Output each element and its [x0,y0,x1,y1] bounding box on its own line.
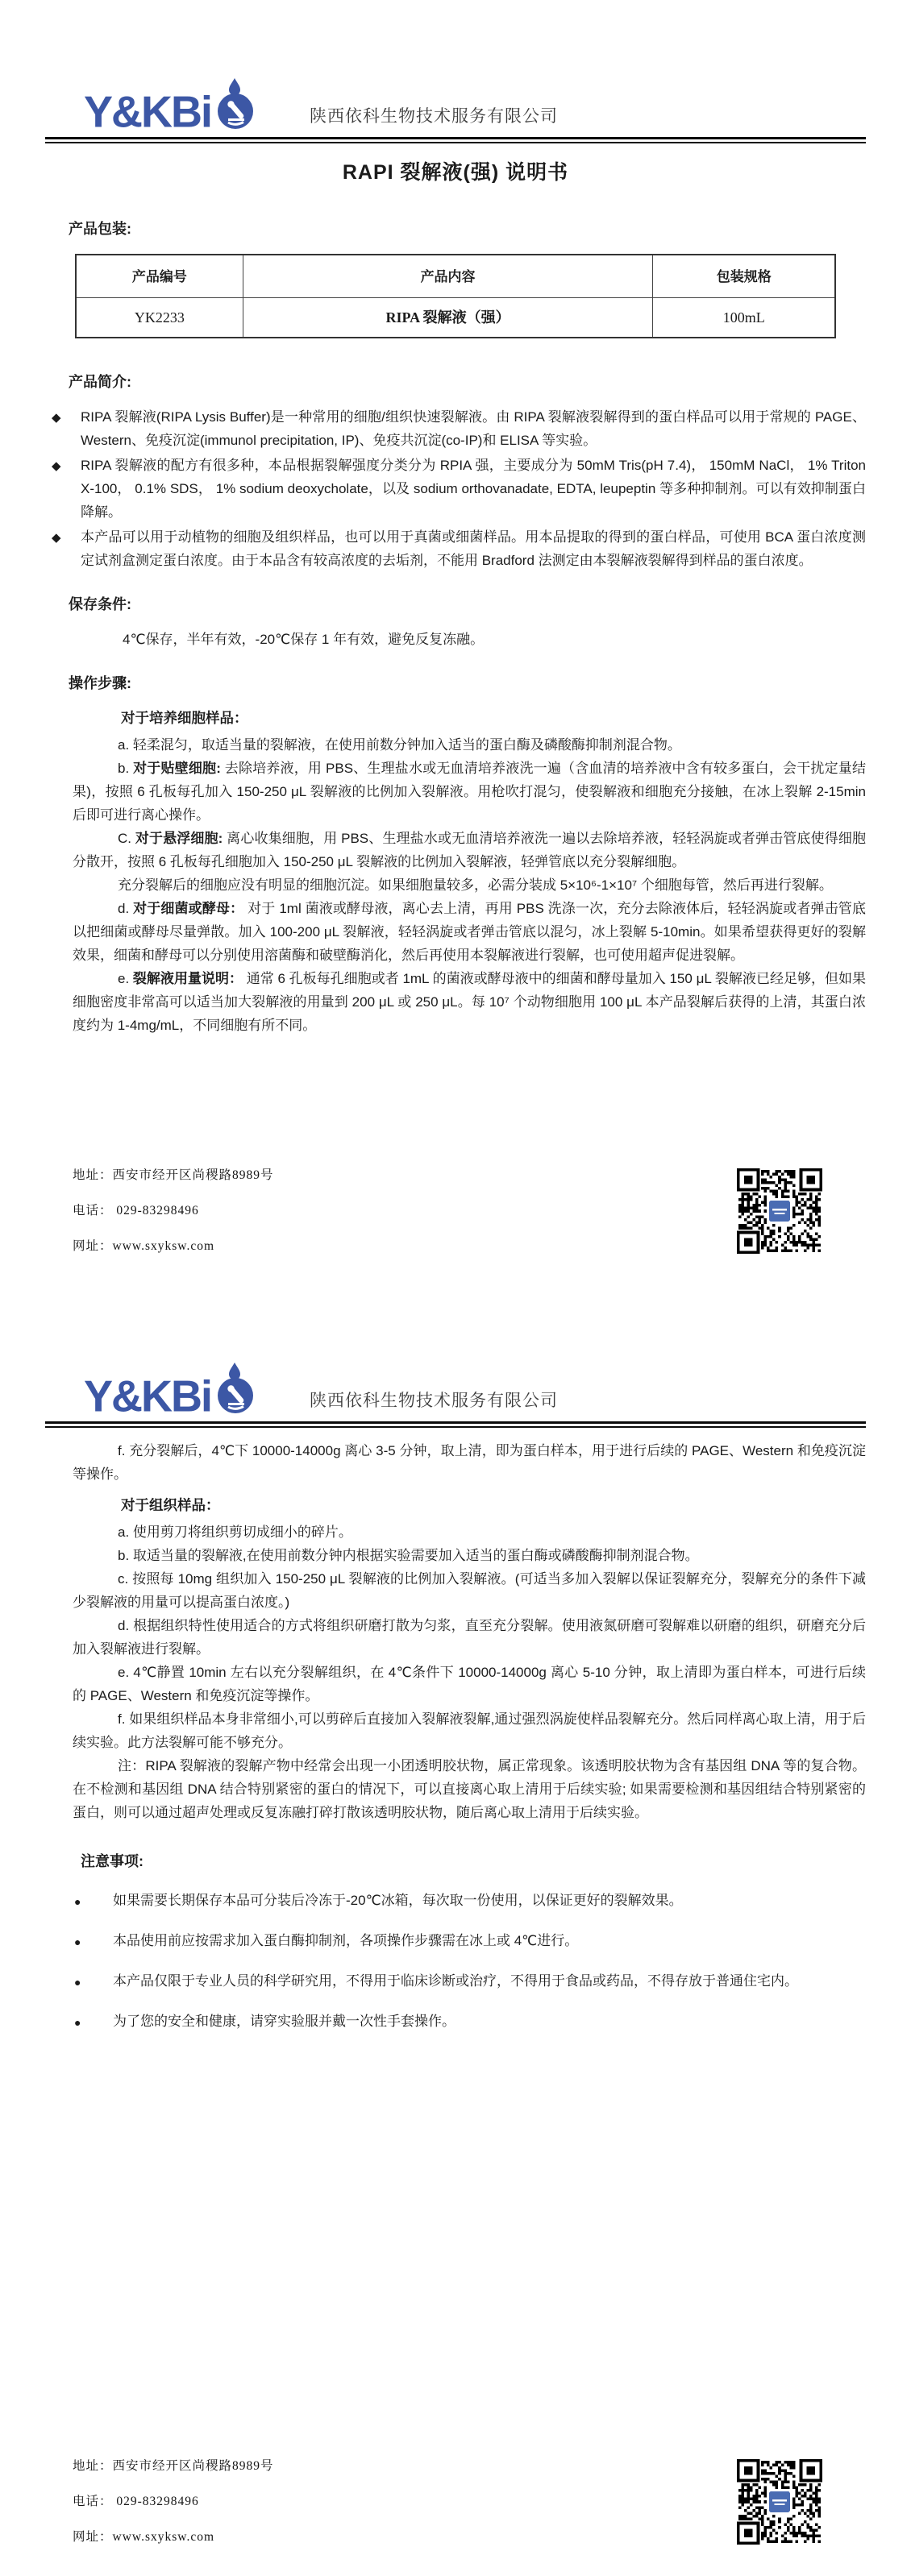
table-row [76,298,835,338]
company-name: 陕西依科生物技术服务有限公司 [310,106,559,126]
product-table [75,254,836,338]
step-text: 如果组织样品本身非常细小,可以剪碎后直接加入裂解液裂解,通过强烈涡旋使样品裂解充分。然后同样离心取上清，用于后续实验。此方法裂解可能不够充分。 [73,1711,866,1750]
microscope-icon [213,1362,258,1418]
step-paragraph-c [73,827,866,873]
logo-text: Y&KBi [84,87,212,137]
notice-item-text: 为了您的安全和健康，请穿实验服并戴一次性手套操作。 [113,2014,456,2029]
table-header-row [76,255,835,298]
step-label: b. [118,761,134,776]
step-label: e. [118,971,133,986]
notice-item [74,2010,866,2035]
page-title: RAPI 裂解液(强) 说明书 [342,161,569,184]
page-footer [73,1165,866,1271]
step-text: 充分裂解后，4℃下 10000-14000g 离心 3-5 分钟，取上清，即为蛋白样本，用于进行后续的 PAGE、Western 和免疫沉淀等操作。 [73,1443,866,1482]
dot-bullet-icon: ● [74,1935,81,1948]
step-text: 离心收集细胞，用 PBS、生理盐水或无血清培养液洗一遍以去除培养液，轻轻涡旋或者弹击管底使得细胞分散开，按照 6 孔板每孔细胞加入 150-250 μL 裂解液的比例加入裂解液，轻弹管底以充分裂解细胞。 [73,831,866,869]
step-paragraph-d [73,897,866,967]
notice-item-text: 本品使用前应按需求加入蛋白酶抑制剂，各项操作步骤需在冰上或 4℃进行。 [113,1933,579,1948]
intro-bullet [52,405,866,452]
storage-heading: 保存条件: [69,596,131,612]
step-bold-lead: 对于悬浮细胞: [135,831,223,846]
step-text: 4℃静置 10min 左右以充分裂解组织，在 4℃条件下 10000-14000g 离心 5-10 分钟，取上清即为蛋白样本，可进行后续的 PAGE、Western 和免疫沉淀等操作。 [73,1665,866,1703]
step-text: 取适当量的裂解液,在使用前数分钟内根据实验需要加入适当的蛋白酶或磷酸酶抑制剂混合物。 [132,1548,699,1563]
cultured-cells-subheading: 对于培养细胞样品： [121,710,248,726]
tissue-step-f [73,1707,866,1754]
notice-item [74,1969,866,1994]
tissue-step-c [73,1567,866,1614]
footer-phone: 电话： 029-83298496 [73,1204,199,1217]
step-text: 按照每 10mg 组织加入 150-250 μL 裂解液的比例加入裂解液。(可适当多加入裂解以保证裂解充分，裂解充分的条件下减少裂解液的用量可以提高蛋白浓度。) [73,1571,866,1610]
procedure-heading: 操作步骤: [69,675,131,691]
step-bold-lead: 对于细菌或酵母： [133,901,244,916]
diamond-bullet-icon: ◆ [52,411,61,425]
company-name: 陕西依科生物技术服务有限公司 [310,1391,559,1410]
dot-bullet-icon: ● [74,1976,81,1989]
page-header [45,0,866,135]
intro-bullet-text: RIPA 裂解液(RIPA Lysis Buffer)是一种常用的细胞/组织快速裂解液。由 RIPA 裂解液裂解得到的蛋白样品可以用于常规的 PAGE、Western、免疫沉淀(immunol precipitation, IP)、免疫共沉淀(co-IP)和 ELISA 等实验。 [81,409,866,448]
notice-heading: 注意事项: [81,1853,144,1869]
notice-item [74,1929,866,1954]
table-header-code: 产品编号 [76,255,243,298]
step-label: d. [118,1618,134,1633]
product-content-cell: RIPA 裂解液（强） [243,298,653,338]
step-paragraph-e [73,967,866,1037]
company-logo [84,1362,258,1421]
diamond-bullet-icon: ◆ [52,459,61,473]
cells-note-paragraph: 充分裂解后的细胞应没有明显的细胞沉淀。如果细胞量较多，必需分装成 5×10⁶-1×10⁷ 个细胞每管，然后再进行裂解。 [118,877,833,893]
intro-bullet [52,454,866,524]
table-header-spec: 包装规格 [653,255,835,298]
storage-text: 4℃保存，半年有效，-20℃保存 1 年有效，避免反复冻融。 [123,632,485,647]
tissue-subheading: 对于组织样品： [121,1497,220,1513]
logo-text: Y&KBi [84,1371,212,1421]
company-logo [84,77,258,137]
footer-phone: 电话： 029-83298496 [73,2495,199,2508]
microscope-icon [213,77,258,134]
step-label: b. [118,1548,133,1563]
qr-code [737,1168,822,1254]
step-text: 轻柔混匀，取适当量的裂解液，在使用前数分钟加入适当的蛋白酶及磷酸酶抑制剂混合物。 [132,737,681,753]
qr-code [737,2459,822,2545]
tissue-note-paragraph: 注：RIPA 裂解液的裂解产物中经常会出现一小团透明胶状物，属正常现象。该透明胶状物为含有基因组 DNA 等的复合物。在不检测和基因组 DNA 结合特别紧密的蛋白的情况下，可以直接离心取上清用于后续实验; 如果需要检测和基因组结合特别紧密的蛋白，则可以通过超声处理或反复冻融打碎打散该透明胶状物，随后离心取上清用于后续实验。 [73,1758,866,1820]
footer-address: 地址：西安市经开区尚稷路8989号 [73,2459,274,2473]
page-header [45,1339,866,1420]
tissue-step-b [73,1544,866,1567]
step-label: d. [118,901,134,916]
notice-item-text: 本产品仅限于专业人员的科学研究用，不得用于临床诊断或治疗，不得用于食品或药品，不得存放于普通住宅内。 [113,1973,798,1989]
step-label: c. [118,1571,133,1587]
step-bold-lead: 裂解液用量说明： [132,971,243,986]
step-label: f. [118,1443,130,1458]
intro-heading: 产品简介: [69,374,131,390]
droplet-icon [229,1363,240,1380]
step-text: 使用剪刀将组织剪切成细小的碎片。 [132,1524,352,1540]
step-label: f. [118,1711,130,1727]
step-text: 根据组织特性使用适合的方式将组织研磨打散为匀浆，直至充分裂解。使用液氮研磨可裂解难以研磨的组织，研磨充分后加入裂解液进行裂解。 [73,1618,867,1657]
step-label: a. [118,1524,133,1540]
intro-bullet-text: 本产品可以用于动植物的细胞及组织样品，也可以用于真菌或细菌样品。用本品提取的得到的蛋白样品，可使用 BCA 蛋白浓度测定试剂盒测定蛋白浓度。由于本品含有较高浓度的去垢剂，不能用 Bradford 法测定由本裂解液裂解得到样品的蛋白浓度。 [81,529,866,568]
footer-website: 网址：www.sxyksw.com [73,2530,215,2544]
product-spec-cell: 100mL [653,298,835,338]
notice-item [74,1889,866,1914]
step-text: 去除培养液，用 PBS、生理盐水或无血清培养液洗一遍（含血清的培养液中含有较多蛋白，会干扰定量结果)，按照 6 孔板每孔加入 150-250 μL 裂解液的比例加入裂解液。用枪吹打混匀，使裂解液和细胞充分接触，在冰上裂解 2-15min 后即可进行离心操作。 [73,761,866,823]
tissue-step-e [73,1661,866,1707]
tissue-step-d [73,1614,866,1661]
header-divider [45,137,866,143]
header-divider [45,1421,866,1428]
intro-bullet-text: RIPA 裂解液的配方有很多种，本品根据裂解强度分类分为 RPIA 强，主要成分为 50mM Tris(pH 7.4)， 150mM NaCl， 1% Triton X-100， 0.1% SDS， 1% sodium deoxycholate，以及 sodium orthovanadate, EDTA, leupeptin 等多种抑制剂。可以有效抑制蛋白降解。 [81,458,866,520]
footer-address: 地址：西安市经开区尚稷路8989号 [73,1168,274,1182]
step-paragraph-f [73,1439,866,1486]
diamond-bullet-icon: ◆ [52,531,61,545]
page-footer [73,2456,866,2562]
notice-item-text: 如果需要长期保存本品可分装后冷冻于-20℃冰箱，每次取一份使用，以保证更好的裂解效果。 [113,1893,683,1908]
step-label: e. [118,1665,134,1680]
droplet-icon [229,78,240,96]
footer-website: 网址：www.sxyksw.com [73,1239,215,1253]
page-2 [0,1339,911,2050]
tissue-step-a [73,1520,866,1544]
packaging-heading: 产品包装: [69,221,131,237]
step-label: C. [118,831,135,846]
step-paragraph-b [73,757,866,827]
dot-bullet-icon: ● [74,2016,81,2029]
step-text: 通常 6 孔板每孔细胞或者 1mL 的菌液或酵母液中的细菌和酵母量加入 150 μL 裂解液已经足够，但如果细胞密度非常高可以适当加大裂解液的用量到 200 μL 或 250 μL。每 10⁷ 个动物细胞用 100 μL 本产品裂解后获得的上清，其蛋白浓度约为 1-4mg/mL，不同细胞有所不同。 [73,971,866,1033]
step-label: a. [118,737,133,753]
table-header-content: 产品内容 [243,255,653,298]
step-bold-lead: 对于贴壁细胞: [133,761,221,776]
step-paragraph-a [73,733,866,757]
page-1 [0,0,911,1037]
dot-bullet-icon: ● [74,1895,81,1908]
step-text: 对于 1ml 菌液或酵母液，离心去上清，再用 PBS 洗涤一次，充分去除液体后，轻轻涡旋或者弹击管底以把细菌或酵母尽量弹散。加入 100-200 μL 裂解液，轻轻涡旋或者弹击管底以混匀，冰上裂解 5-10min。如果希望获得更好的裂解效果，细菌和酵母可以分别使用溶菌酶和破壁酶消化，然后再使用本裂解液进行裂解，也可使用超声促进裂解。 [73,901,866,963]
product-code-cell: YK2233 [76,298,243,338]
intro-bullet [52,525,866,572]
